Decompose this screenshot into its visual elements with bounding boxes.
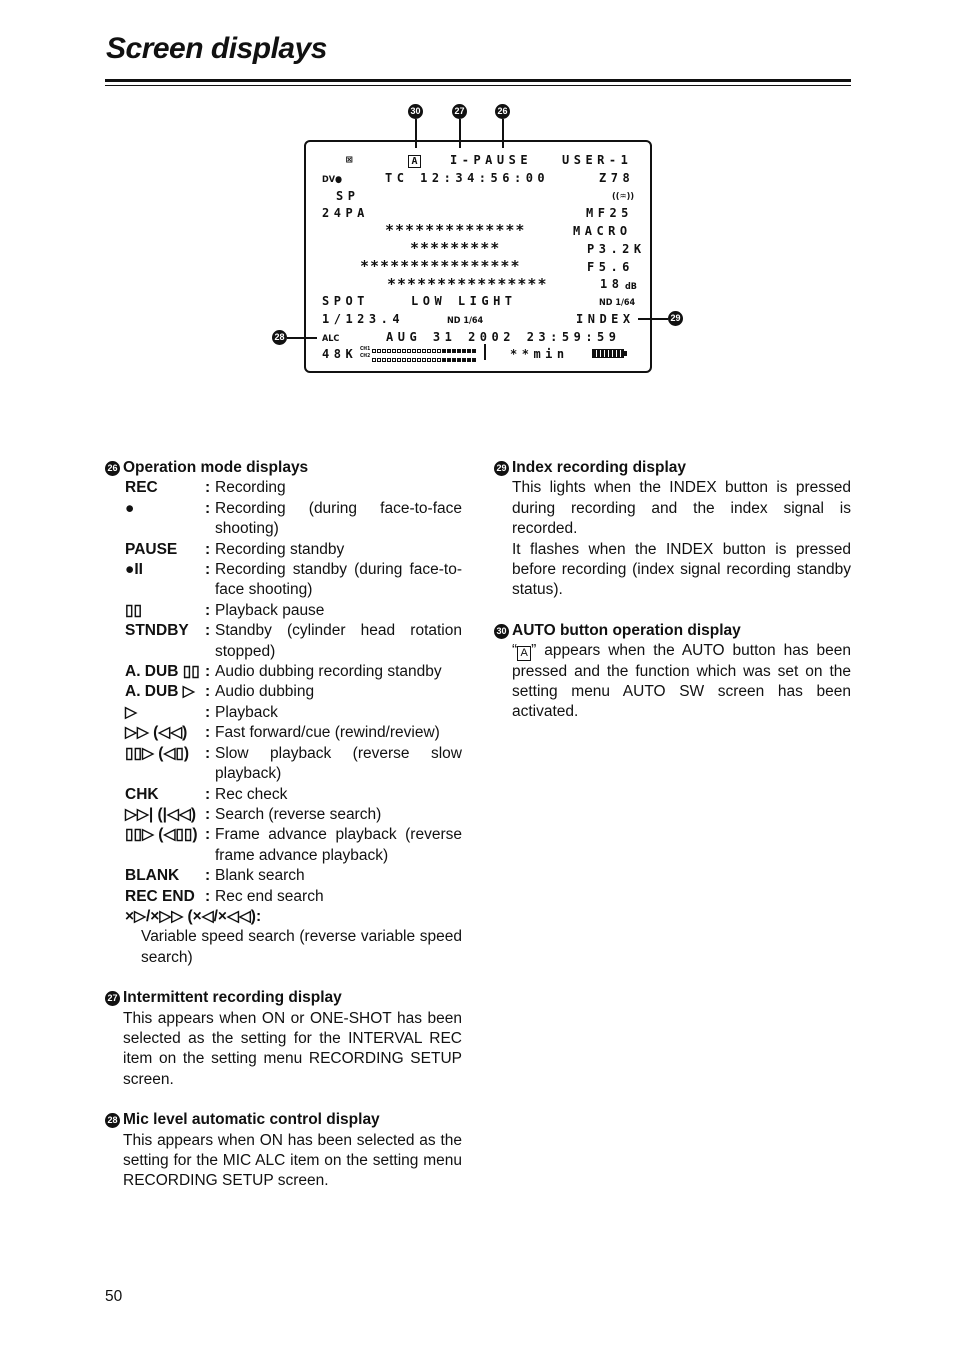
mode-key: REC END bbox=[125, 887, 195, 905]
title-rule-thick bbox=[105, 79, 851, 82]
section-29-para-2: It flashes when the INDEX button is pressed before recording (index signal recording standby status). bbox=[512, 540, 851, 599]
section-29-number: 29 bbox=[494, 461, 509, 476]
audio-mode: 48K bbox=[322, 347, 358, 361]
pulldown-mode: 24PA bbox=[322, 206, 369, 220]
mode-row bbox=[105, 825, 462, 866]
focus-value: MF25 bbox=[586, 206, 633, 220]
timecode: TC 12:34:56:00 bbox=[385, 171, 550, 185]
mode-key: CHK bbox=[125, 785, 159, 803]
stars-row-5: ************** bbox=[385, 221, 526, 239]
mode-value: Audio dubbing bbox=[215, 683, 315, 701]
section-29-title: Index recording display bbox=[512, 459, 686, 476]
mode-key: ● bbox=[125, 499, 135, 517]
mode-colon: : bbox=[205, 724, 211, 742]
cassette-icon: ⊠ bbox=[346, 153, 353, 166]
mode-value: Recording standby bbox=[215, 540, 345, 558]
mode-colon: : bbox=[205, 622, 211, 640]
page-title: Screen displays bbox=[106, 32, 327, 65]
title-rule-thin bbox=[105, 85, 851, 86]
callout-26: 26 bbox=[495, 104, 510, 119]
section-26-heading bbox=[105, 458, 462, 478]
mode-value: Blank search bbox=[215, 867, 305, 885]
section-28-title: Mic level automatic control display bbox=[123, 1111, 380, 1129]
mode-value: Playback bbox=[215, 703, 278, 721]
mode-key: A. DUB ▯▯ bbox=[125, 663, 200, 681]
mode-colon: : bbox=[205, 601, 211, 619]
mode-value: Standby (cylinder head rotation stopped) bbox=[215, 622, 462, 660]
mode-row bbox=[105, 560, 462, 601]
mode-row bbox=[105, 662, 462, 682]
mode-key: ▷▷ (◁◁) bbox=[125, 724, 188, 742]
auto-box-icon: A bbox=[517, 646, 531, 661]
mode-colon: : bbox=[205, 744, 211, 762]
section-27-heading bbox=[105, 988, 462, 1008]
mode-value: Recording standby (during face-to-face shooting) bbox=[215, 561, 462, 599]
section-28-number: 28 bbox=[105, 1113, 120, 1128]
mode-colon: : bbox=[205, 805, 211, 823]
zoom-value: Z78 bbox=[599, 171, 635, 185]
operation-modes-list bbox=[105, 478, 462, 907]
mode-key: ▯▯▷ (◁▯▯) bbox=[125, 826, 198, 844]
mode-colon: : bbox=[205, 663, 211, 681]
index-label: INDEX bbox=[576, 312, 635, 326]
macro-label: MACRO bbox=[573, 224, 632, 238]
shutter-speed: 1/123.4 bbox=[322, 312, 405, 326]
right-column bbox=[494, 458, 851, 723]
tape-speed: SP bbox=[336, 189, 360, 203]
mode-row bbox=[105, 785, 462, 805]
mode-key: PAUSE bbox=[125, 540, 178, 558]
section-30-body bbox=[494, 641, 851, 723]
remaining-tape: **min bbox=[510, 347, 569, 361]
date-time: AUG 31 2002 23:59:59 bbox=[386, 330, 621, 344]
mode-colon: : bbox=[205, 867, 211, 885]
section-30-number: 30 bbox=[494, 624, 509, 639]
mode-key: ▷ bbox=[125, 703, 137, 721]
mode-colon: : bbox=[205, 826, 211, 844]
mode-row bbox=[105, 621, 462, 662]
variable-speed-row bbox=[105, 907, 462, 927]
mode-colon: : bbox=[205, 683, 211, 701]
mode-key: ●II bbox=[125, 561, 143, 579]
section-28-body: This appears when ON has been selected as the setting for the MIC ALC item on the setting menu RECORDING SETUP screen. bbox=[123, 1131, 462, 1190]
section-29-para-1: This lights when the INDEX button is pressed during recording and the index signal is recorded. bbox=[512, 479, 851, 538]
mode-colon: : bbox=[205, 703, 211, 721]
section-29-heading bbox=[494, 458, 851, 478]
dv-indicator: DV● bbox=[322, 175, 343, 185]
callout-27: 27 bbox=[452, 104, 467, 119]
mode-key: BLANK bbox=[125, 867, 180, 885]
mode-row bbox=[105, 805, 462, 825]
mode-value: Slow playback (reverse slow playback) bbox=[215, 744, 462, 783]
mode-key: ▯▯ bbox=[125, 601, 143, 619]
left-column bbox=[105, 458, 462, 1192]
section-27-title: Intermittent recording display bbox=[123, 989, 342, 1007]
mode-row bbox=[105, 887, 462, 907]
mode-colon: : bbox=[205, 479, 211, 497]
section-27-body: This appears when ON or ONE-SHOT has been selected as the setting for the INTERVAL REC item on the setting menu RECORDING SETUP screen. bbox=[123, 1009, 462, 1088]
callout-29: 29 bbox=[668, 311, 683, 326]
spot-label: SPOT bbox=[322, 294, 369, 308]
mode-value: Fast forward/cue (rewind/review) bbox=[215, 724, 440, 742]
mode-value: Frame advance playback (reverse frame advance playback) bbox=[215, 826, 462, 864]
mode-row bbox=[105, 540, 462, 560]
mode-row bbox=[105, 703, 462, 723]
mode-key: A. DUB ▷ bbox=[125, 683, 195, 701]
mode-key: ▷▷| (|◁◁) bbox=[125, 805, 196, 823]
mode-row bbox=[105, 478, 462, 498]
mode-row bbox=[105, 499, 462, 540]
mode-row bbox=[105, 744, 462, 785]
stars-row-8: **************** bbox=[387, 275, 548, 293]
section-30-quote-open: “ bbox=[512, 642, 518, 660]
white-balance: P3.2K bbox=[587, 242, 646, 256]
stars-row-6: ********* bbox=[410, 239, 501, 257]
section-26-title: Operation mode displays bbox=[123, 459, 309, 476]
mode-value: Search (reverse search) bbox=[215, 805, 382, 823]
mode-key: REC bbox=[125, 479, 158, 497]
gain-unit: dB bbox=[625, 282, 637, 292]
mode-colon: : bbox=[205, 887, 211, 905]
user-label: USER-1 bbox=[562, 153, 633, 167]
section-28-heading bbox=[105, 1110, 462, 1130]
stars-row-7: **************** bbox=[360, 257, 521, 275]
mode-value: Recording (during face-to-face shooting) bbox=[215, 499, 462, 538]
gain-value: 18 bbox=[600, 277, 624, 291]
callout-28: 28 bbox=[272, 330, 287, 345]
meter-end-mark bbox=[484, 344, 486, 360]
section-30-text: ” appears when the AUTO button has been pressed and the function which was set on the setting menu AUTO SW screen has been activated. bbox=[512, 642, 851, 721]
nd-filter-right: ND 1/64 bbox=[599, 298, 636, 308]
mode-value: Rec end search bbox=[215, 887, 324, 905]
variable-speed-desc: Variable speed search (reverse variable speed search) bbox=[141, 928, 462, 966]
section-26-number: 26 bbox=[105, 461, 120, 476]
nd-filter-mid: ND 1/64 bbox=[447, 316, 484, 326]
mode-colon: : bbox=[205, 499, 211, 517]
mode-colon: : bbox=[205, 785, 211, 803]
low-light-label: LOW LIGHT bbox=[411, 294, 517, 308]
mode-row bbox=[105, 682, 462, 702]
battery-icon bbox=[592, 349, 624, 358]
mode-key: ▯▯▷ (◁▯) bbox=[125, 744, 190, 762]
page-number: 50 bbox=[105, 1288, 123, 1305]
alc-label: ALC bbox=[322, 334, 340, 344]
operation-mode: I-PAUSE bbox=[450, 153, 533, 167]
audio-level-meter bbox=[372, 346, 477, 362]
mode-key: STNDBY bbox=[125, 622, 189, 640]
section-30-heading bbox=[494, 621, 851, 641]
iris-value: F5.6 bbox=[587, 260, 634, 274]
mode-row bbox=[105, 866, 462, 886]
mode-row bbox=[105, 601, 462, 621]
section-27-number: 27 bbox=[105, 991, 120, 1006]
ch1-label: CH1 bbox=[360, 346, 371, 352]
battery-tip bbox=[624, 351, 627, 356]
mode-value: Audio dubbing recording standby bbox=[215, 663, 442, 681]
mode-row bbox=[105, 723, 462, 743]
mode-value: Playback pause bbox=[215, 601, 325, 619]
mode-colon: : bbox=[205, 561, 211, 579]
ch2-label: CH2 bbox=[360, 353, 371, 359]
mode-value: Rec check bbox=[215, 785, 288, 803]
variable-speed-key: ×▷/×▷▷ (×◁/×◁◁): bbox=[125, 907, 262, 925]
auto-indicator: A bbox=[408, 155, 421, 168]
mode-colon: : bbox=[205, 540, 211, 558]
callout-30: 30 bbox=[408, 104, 423, 119]
mode-value: Recording bbox=[215, 479, 286, 497]
section-30-title: AUTO button operation display bbox=[512, 621, 741, 639]
stabilizer-icon: ((♒)) bbox=[612, 192, 635, 202]
